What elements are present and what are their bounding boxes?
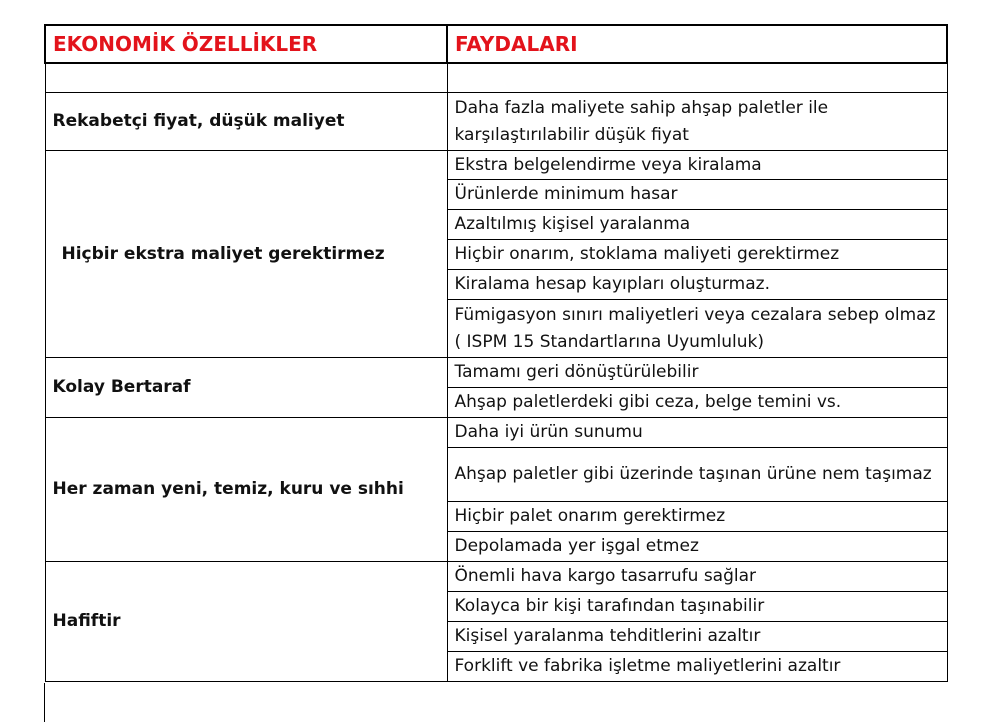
benefit-cell: Kiralama hesap kayıpları oluşturmaz. (447, 270, 947, 300)
benefit-cell: Ürünlerde minimum hasar (447, 180, 947, 210)
benefit-cell: Fümigasyon sınırı maliyetleri veya cezalara sebep olmaz ( ISPM 15 Standartlarına Uyumluluk) (447, 300, 947, 358)
feature-cell: Her zaman yeni, temiz, kuru ve sıhhi (45, 418, 447, 562)
feature-cell: Rekabetçi fiyat, düşük maliyet (45, 93, 447, 151)
benefit-cell: Ahşap paletlerdeki gibi ceza, belge temini vs. (447, 388, 947, 418)
feature-cell: Hiçbir ekstra maliyet gerektirmez (45, 151, 447, 358)
benefit-cell: Hiçbir palet onarım gerektirmez (447, 502, 947, 532)
table-row (45, 358, 947, 388)
benefit-cell: Ahşap paletler gibi üzerinde taşınan ürüne nem taşımaz (447, 448, 947, 502)
benefit-cell: Kolayca bir kişi tarafından taşınabilir (447, 592, 947, 622)
benefit-cell: Azaltılmış kişisel yaralanma (447, 210, 947, 240)
benefit-cell: Tamamı geri dönüştürülebilir (447, 358, 947, 388)
benefit-cell: Daha fazla maliyete sahip ahşap paletler ile karşılaştırılabilir düşük fiyat (447, 93, 947, 151)
empty-row (45, 63, 947, 93)
benefit-cell: Forklift ve fabrika işletme maliyetlerini azaltır (447, 652, 947, 682)
empty-cell (447, 63, 947, 93)
header-benefits: FAYDALARI (447, 25, 947, 63)
benefit-cell: Kişisel yaralanma tehditlerini azaltır (447, 622, 947, 652)
table-row (45, 151, 947, 180)
table-row (45, 418, 947, 448)
benefit-cell: Hiçbir onarım, stoklama maliyeti gerektirmez (447, 240, 947, 270)
feature-cell: Kolay Bertaraf (45, 358, 447, 418)
benefit-cell: Depolamada yer işgal etmez (447, 532, 947, 562)
table-row (45, 562, 947, 592)
benefit-cell: Önemli hava kargo tasarrufu sağlar (447, 562, 947, 592)
table-border-stub (44, 683, 45, 722)
empty-cell (45, 63, 447, 93)
benefit-cell: Daha iyi ürün sunumu (447, 418, 947, 448)
features-table (44, 24, 948, 682)
table-row (45, 93, 947, 151)
feature-cell: Hafiftir (45, 562, 447, 682)
header-features: EKONOMİK ÖZELLİKLER (45, 25, 447, 63)
benefit-cell: Ekstra belgelendirme veya kiralama (447, 151, 947, 180)
table-header-row (45, 25, 947, 63)
